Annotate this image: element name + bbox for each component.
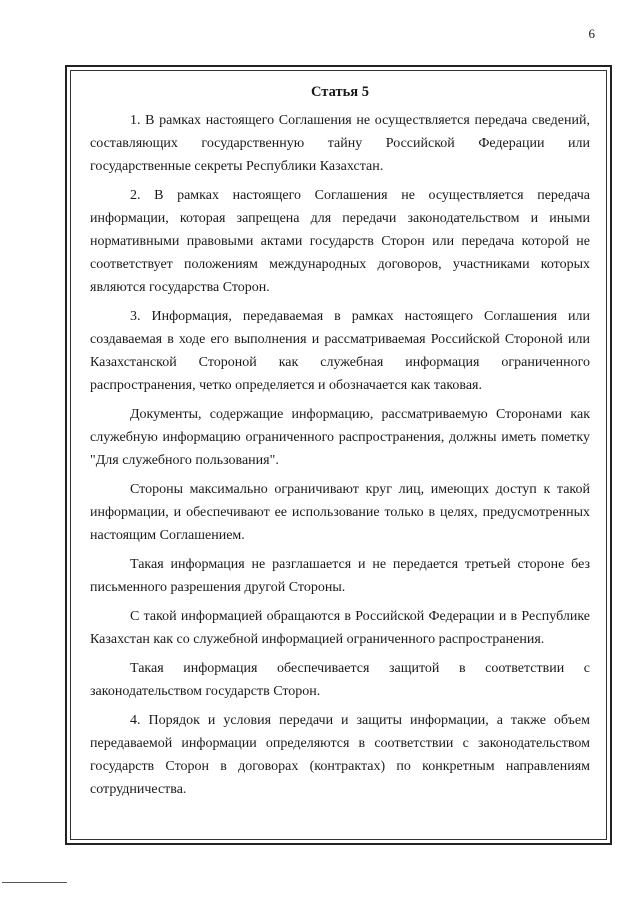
paragraph: Стороны максимально ограничивают круг лиц, имеющих доступ к такой информации, и обеспечивают ее использование только в целях, предусмотренных настоящим Соглашением. [90,482,590,543]
paragraph: 2. В рамках настоящего Соглашения не осуществляется передача информации, которая запрещена для передачи законодательством и иными нормативными правовыми актами государств Сторон или передача которой не соответствует положениям международных договоров, участниками которых являются государства Сторон. [90,188,590,295]
paragraph: 1. В рамках настоящего Соглашения не осуществляется передача сведений, составляющих государственную тайну Российской Федерации или государственные секреты Республики Казахстан. [90,113,590,174]
paragraph: Такая информация обеспечивается защитой в соответствии с законодательством государств Сторон. [90,661,590,699]
paragraph: 4. Порядок и условия передачи и защиты информации, а также объем передаваемой информации определяются в соответствии с законодательством государств Сторон в договорах (контрактах) по конкретным направлениям сотрудничества. [90,713,590,797]
document-body [90,84,590,807]
paragraph: С такой информацией обращаются в Российской Федерации и в Республике Казахстан как со служебной информацией ограниченного распространения. [90,609,590,647]
page-number: 6 [588,26,595,41]
paragraph: 3. Информация, передаваемая в рамках настоящего Соглашения или создаваемая в ходе его выполнения и рассматриваемая Российской Стороной или Казахстанской Стороной как служебная информация ограниченного распространения, четко определяется и обозначается как таковая. [90,309,590,393]
article-title: Статья 5 [311,84,369,100]
paragraph: Такая информация не разглашается и не передается третьей стороне без письменного разрешения другой Стороны. [90,557,590,595]
paragraph: Документы, содержащие информацию, рассматриваемую Сторонами как служебную информацию ограниченного распространения, должны иметь пометку "Для служебного пользования". [90,407,590,468]
footer-rule [2,882,67,883]
